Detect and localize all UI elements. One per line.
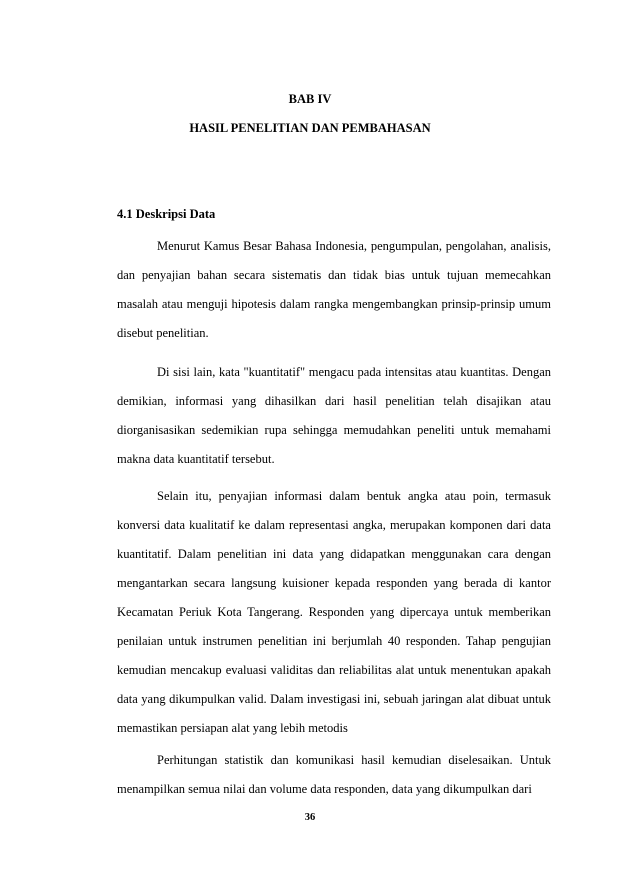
body-paragraph: Menurut Kamus Besar Bahasa Indonesia, pengumpulan, pengolahan, analisis, dan penyajian bahan secara sistematis dan tidak bias untuk tujuan memecahkan masalah atau menguji hipotesis dalam rangka mengembangkan prinsip-prinsip umum disebut penelitian. xyxy=(117,239,551,340)
chapter-title: HASIL PENELITIAN DAN PEMBAHASAN xyxy=(189,121,431,135)
body-paragraph-4-block xyxy=(117,746,551,804)
body-paragraph: Perhitungan statistik dan komunikasi hasil kemudian diselesaikan. Untuk menampilkan semua nilai dan volume data responden, data yang dikumpulkan dari xyxy=(117,753,551,796)
body-paragraph-1-block xyxy=(117,232,551,348)
body-paragraph: Di sisi lain, kata "kuantitatif" mengacu pada intensitas atau kuantitas. Dengan demikian, informasi yang dihasilkan dari hasil penelitian telah disajikan atau diorganisasikan sedemikian rupa sehingga memudahkan peneliti untuk memahami makna data kuantitatif tersebut. xyxy=(117,365,551,466)
body-paragraph-2-block xyxy=(117,358,551,474)
page-number: 36 xyxy=(304,812,316,823)
chapter-number: BAB IV xyxy=(288,92,332,106)
section-heading: 4.1 Deskripsi Data xyxy=(117,207,216,221)
body-paragraph-3-block xyxy=(117,482,551,743)
body-paragraph: Selain itu, penyajian informasi dalam bentuk angka atau poin, termasuk konversi data kualitatif ke dalam representasi angka, merupakan komponen dari data kuantitatif. Dalam penelitian ini data yang didapatkan menggunakan cara dengan mengantarkan secara langsung kuisioner kepada responden yang berada di kantor Kecamatan Periuk Kota Tangerang. Responden yang dipercaya untuk memberikan penilaian untuk instrumen penelitian ini berjumlah 40 responden. Tahap pengujian kemudian mencakup evaluasi validitas dan reliabilitas alat untuk menentukan apakah data yang dikumpulkan valid. Dalam investigasi ini, sebuah jaringan alat dibuat untuk memastikan persiapan alat yang lebih metodis xyxy=(117,489,551,735)
